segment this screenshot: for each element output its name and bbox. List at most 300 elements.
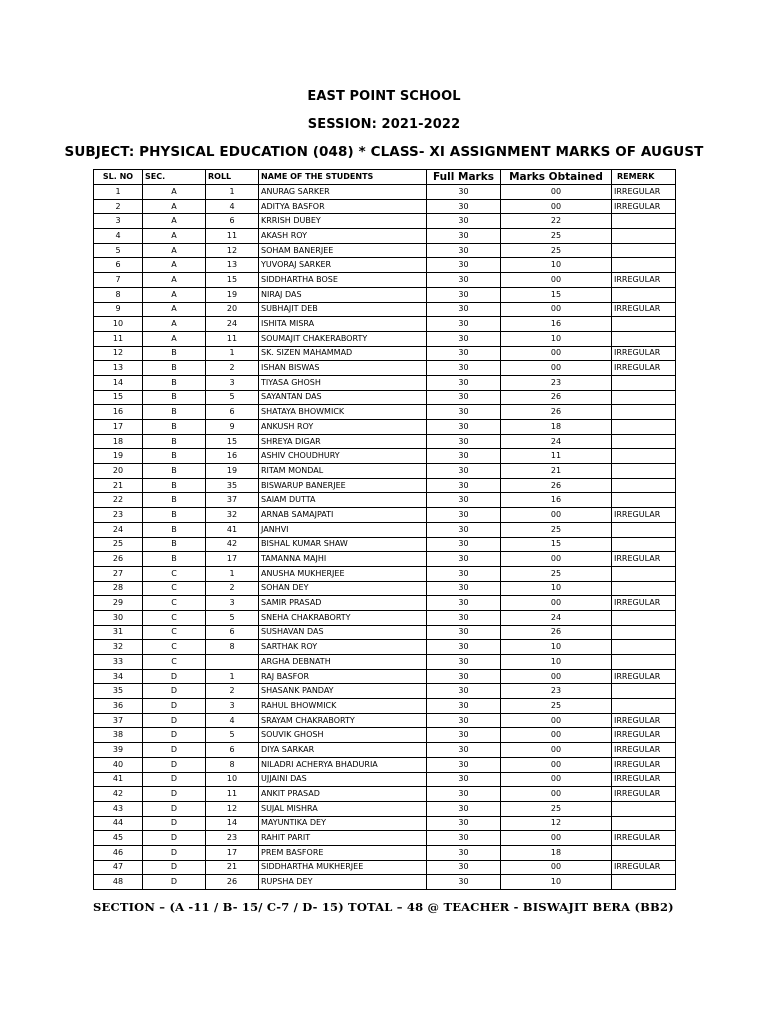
cell-student-name: ARNAB SAMAJPATI <box>259 508 427 523</box>
cell-remark: IRREGULAR <box>612 831 676 846</box>
cell-student-name: RITAM MONDAL <box>259 464 427 479</box>
cell-sl-no: 48 <box>94 875 143 890</box>
marks-table-body <box>94 185 676 890</box>
cell-section: B <box>143 390 206 405</box>
cell-remark: IRREGULAR <box>612 185 676 200</box>
cell-remark <box>612 331 676 346</box>
cell-student-name: SOUVIK GHOSH <box>259 728 427 743</box>
cell-roll: 20 <box>206 302 259 317</box>
cell-sl-no: 4 <box>94 229 143 244</box>
cell-student-name: SIDDHARTHA MUKHERJEE <box>259 860 427 875</box>
cell-roll: 24 <box>206 317 259 332</box>
cell-section: A <box>143 317 206 332</box>
cell-full-marks: 30 <box>427 743 501 758</box>
cell-marks-obtained: 00 <box>501 199 612 214</box>
cell-full-marks: 30 <box>427 669 501 684</box>
cell-roll: 26 <box>206 875 259 890</box>
cell-marks-obtained: 00 <box>501 302 612 317</box>
table-row <box>94 581 676 596</box>
cell-student-name: RAJ BASFOR <box>259 669 427 684</box>
cell-sl-no: 22 <box>94 493 143 508</box>
cell-marks-obtained: 25 <box>501 243 612 258</box>
cell-full-marks: 30 <box>427 420 501 435</box>
cell-marks-obtained: 00 <box>501 860 612 875</box>
cell-roll: 37 <box>206 493 259 508</box>
cell-full-marks: 30 <box>427 537 501 552</box>
table-row <box>94 508 676 523</box>
table-row <box>94 816 676 831</box>
cell-remark: IRREGULAR <box>612 728 676 743</box>
cell-roll: 16 <box>206 449 259 464</box>
cell-remark: IRREGULAR <box>612 273 676 288</box>
cell-marks-obtained: 16 <box>501 493 612 508</box>
cell-sl-no: 26 <box>94 552 143 567</box>
cell-remark <box>612 375 676 390</box>
cell-sl-no: 23 <box>94 508 143 523</box>
cell-student-name: BISWARUP BANERJEE <box>259 478 427 493</box>
cell-full-marks: 30 <box>427 199 501 214</box>
cell-marks-obtained: 11 <box>501 449 612 464</box>
cell-remark: IRREGULAR <box>612 772 676 787</box>
cell-full-marks: 30 <box>427 449 501 464</box>
cell-roll: 17 <box>206 552 259 567</box>
cell-remark <box>612 537 676 552</box>
cell-section: D <box>143 845 206 860</box>
cell-marks-obtained: 18 <box>501 420 612 435</box>
cell-student-name: UJJAINI DAS <box>259 772 427 787</box>
cell-roll: 32 <box>206 508 259 523</box>
cell-roll: 5 <box>206 728 259 743</box>
cell-remark <box>612 816 676 831</box>
cell-full-marks: 30 <box>427 478 501 493</box>
cell-student-name: KRRISH DUBEY <box>259 214 427 229</box>
table-row <box>94 743 676 758</box>
cell-roll: 2 <box>206 361 259 376</box>
cell-marks-obtained: 21 <box>501 464 612 479</box>
cell-section: B <box>143 420 206 435</box>
table-row <box>94 875 676 890</box>
cell-student-name: SHATAYA BHOWMICK <box>259 405 427 420</box>
cell-section: B <box>143 478 206 493</box>
table-row <box>94 640 676 655</box>
cell-full-marks: 30 <box>427 552 501 567</box>
cell-remark <box>612 875 676 890</box>
cell-remark <box>612 449 676 464</box>
cell-remark <box>612 581 676 596</box>
cell-marks-obtained: 00 <box>501 728 612 743</box>
cell-remark <box>612 287 676 302</box>
cell-roll: 5 <box>206 390 259 405</box>
cell-full-marks: 30 <box>427 493 501 508</box>
cell-remark: IRREGULAR <box>612 596 676 611</box>
cell-sl-no: 15 <box>94 390 143 405</box>
cell-full-marks: 30 <box>427 258 501 273</box>
cell-full-marks: 30 <box>427 831 501 846</box>
cell-sl-no: 18 <box>94 434 143 449</box>
table-row <box>94 728 676 743</box>
table-row <box>94 801 676 816</box>
cell-student-name: SRAYAM CHAKRABORTY <box>259 713 427 728</box>
cell-student-name: SOUMAJIT CHAKERABORTY <box>259 331 427 346</box>
cell-full-marks: 30 <box>427 787 501 802</box>
cell-marks-obtained: 00 <box>501 361 612 376</box>
table-row <box>94 566 676 581</box>
cell-section: A <box>143 243 206 258</box>
cell-student-name: MAYUNTIKA DEY <box>259 816 427 831</box>
cell-student-name: RAHIT PARIT <box>259 831 427 846</box>
cell-roll: 41 <box>206 522 259 537</box>
cell-sl-no: 28 <box>94 581 143 596</box>
cell-section: B <box>143 464 206 479</box>
cell-roll: 11 <box>206 229 259 244</box>
cell-roll: 17 <box>206 845 259 860</box>
cell-remark: IRREGULAR <box>612 860 676 875</box>
cell-sl-no: 42 <box>94 787 143 802</box>
cell-student-name: PREM BASFORE <box>259 845 427 860</box>
table-row <box>94 243 676 258</box>
table-row <box>94 522 676 537</box>
table-row <box>94 655 676 670</box>
cell-roll: 5 <box>206 610 259 625</box>
cell-section: A <box>143 258 206 273</box>
cell-remark: IRREGULAR <box>612 787 676 802</box>
cell-student-name: ANURAG SARKER <box>259 185 427 200</box>
cell-student-name: SK. SIZEN MAHAMMAD <box>259 346 427 361</box>
cell-sl-no: 30 <box>94 610 143 625</box>
cell-roll: 35 <box>206 478 259 493</box>
table-row <box>94 199 676 214</box>
cell-roll: 9 <box>206 420 259 435</box>
cell-marks-obtained: 26 <box>501 478 612 493</box>
cell-full-marks: 30 <box>427 581 501 596</box>
cell-roll: 1 <box>206 669 259 684</box>
cell-full-marks: 30 <box>427 464 501 479</box>
cell-remark <box>612 493 676 508</box>
cell-full-marks: 30 <box>427 508 501 523</box>
table-row <box>94 317 676 332</box>
cell-section: D <box>143 816 206 831</box>
cell-roll: 12 <box>206 801 259 816</box>
cell-sl-no: 43 <box>94 801 143 816</box>
cell-remark <box>612 420 676 435</box>
cell-marks-obtained: 26 <box>501 625 612 640</box>
cell-marks-obtained: 18 <box>501 845 612 860</box>
cell-sl-no: 29 <box>94 596 143 611</box>
cell-section: B <box>143 405 206 420</box>
table-row <box>94 420 676 435</box>
cell-student-name: ANKIT PRASAD <box>259 787 427 802</box>
cell-section: D <box>143 831 206 846</box>
subject-line: SUBJECT: PHYSICAL EDUCATION (048) * CLASS- XI ASSIGNMENT MARKS OF AUGUST <box>64 144 704 160</box>
cell-remark: IRREGULAR <box>612 713 676 728</box>
cell-full-marks: 30 <box>427 713 501 728</box>
cell-student-name: ASHIV CHOUDHURY <box>259 449 427 464</box>
cell-full-marks: 30 <box>427 610 501 625</box>
cell-full-marks: 30 <box>427 243 501 258</box>
cell-roll: 12 <box>206 243 259 258</box>
cell-remark <box>612 243 676 258</box>
cell-roll <box>206 655 259 670</box>
cell-marks-obtained: 25 <box>501 522 612 537</box>
cell-section: D <box>143 801 206 816</box>
cell-marks-obtained: 10 <box>501 640 612 655</box>
cell-section: A <box>143 331 206 346</box>
cell-full-marks: 30 <box>427 405 501 420</box>
cell-sl-no: 5 <box>94 243 143 258</box>
cell-marks-obtained: 00 <box>501 787 612 802</box>
cell-sl-no: 8 <box>94 287 143 302</box>
cell-section: D <box>143 875 206 890</box>
cell-sl-no: 7 <box>94 273 143 288</box>
cell-student-name: SAYANTAN DAS <box>259 390 427 405</box>
cell-full-marks: 30 <box>427 346 501 361</box>
cell-roll: 3 <box>206 699 259 714</box>
table-row <box>94 449 676 464</box>
cell-section: A <box>143 302 206 317</box>
cell-student-name: SUBHAJIT DEB <box>259 302 427 317</box>
cell-student-name: SOHAN DEY <box>259 581 427 596</box>
cell-marks-obtained: 25 <box>501 229 612 244</box>
cell-marks-obtained: 25 <box>501 566 612 581</box>
cell-section: A <box>143 214 206 229</box>
cell-roll: 15 <box>206 273 259 288</box>
cell-marks-obtained: 16 <box>501 317 612 332</box>
cell-sl-no: 46 <box>94 845 143 860</box>
table-row <box>94 405 676 420</box>
cell-full-marks: 30 <box>427 375 501 390</box>
cell-full-marks: 30 <box>427 214 501 229</box>
cell-section: A <box>143 287 206 302</box>
table-row <box>94 302 676 317</box>
cell-student-name: ADITYA BASFOR <box>259 199 427 214</box>
cell-section: D <box>143 743 206 758</box>
cell-roll: 11 <box>206 331 259 346</box>
cell-roll: 42 <box>206 537 259 552</box>
cell-full-marks: 30 <box>427 361 501 376</box>
table-row <box>94 229 676 244</box>
cell-marks-obtained: 10 <box>501 655 612 670</box>
table-row <box>94 185 676 200</box>
cell-student-name: DIYA SARKAR <box>259 743 427 758</box>
cell-section: C <box>143 625 206 640</box>
table-row <box>94 493 676 508</box>
cell-section: C <box>143 596 206 611</box>
cell-student-name: NIRAJ DAS <box>259 287 427 302</box>
cell-sl-no: 44 <box>94 816 143 831</box>
cell-student-name: SIDDHARTHA BOSE <box>259 273 427 288</box>
cell-remark <box>612 640 676 655</box>
cell-remark: IRREGULAR <box>612 199 676 214</box>
cell-sl-no: 37 <box>94 713 143 728</box>
cell-student-name: ANKUSH ROY <box>259 420 427 435</box>
cell-section: B <box>143 552 206 567</box>
cell-sl-no: 33 <box>94 655 143 670</box>
cell-student-name: AKASH ROY <box>259 229 427 244</box>
cell-remark: IRREGULAR <box>612 361 676 376</box>
cell-section: B <box>143 537 206 552</box>
cell-marks-obtained: 23 <box>501 684 612 699</box>
footer-summary: SECTION – (A -11 / B- 15/ C-7 / D- 15) TOTAL – 48 @ TEACHER - BISWAJIT BERA (BB2) <box>93 900 674 914</box>
cell-marks-obtained: 00 <box>501 831 612 846</box>
cell-marks-obtained: 00 <box>501 772 612 787</box>
cell-section: B <box>143 375 206 390</box>
cell-marks-obtained: 24 <box>501 610 612 625</box>
cell-roll: 1 <box>206 566 259 581</box>
cell-sl-no: 14 <box>94 375 143 390</box>
col-header-section: SEC. <box>143 170 206 185</box>
table-row <box>94 699 676 714</box>
cell-remark <box>612 478 676 493</box>
cell-roll: 6 <box>206 743 259 758</box>
cell-student-name: RAHUL BHOWMICK <box>259 699 427 714</box>
cell-sl-no: 34 <box>94 669 143 684</box>
cell-full-marks: 30 <box>427 229 501 244</box>
cell-section: D <box>143 787 206 802</box>
cell-full-marks: 30 <box>427 185 501 200</box>
table-row <box>94 346 676 361</box>
cell-remark <box>612 801 676 816</box>
cell-student-name: SAIAM DUTTA <box>259 493 427 508</box>
cell-section: A <box>143 185 206 200</box>
cell-sl-no: 1 <box>94 185 143 200</box>
cell-sl-no: 47 <box>94 860 143 875</box>
cell-remark <box>612 699 676 714</box>
cell-section: C <box>143 655 206 670</box>
cell-section: C <box>143 566 206 581</box>
cell-student-name: SOHAM BANERJEE <box>259 243 427 258</box>
cell-sl-no: 11 <box>94 331 143 346</box>
cell-section: C <box>143 581 206 596</box>
cell-sl-no: 17 <box>94 420 143 435</box>
cell-full-marks: 30 <box>427 757 501 772</box>
cell-section: B <box>143 508 206 523</box>
table-row <box>94 610 676 625</box>
cell-section: C <box>143 610 206 625</box>
cell-student-name: BISHAL KUMAR SHAW <box>259 537 427 552</box>
cell-remark <box>612 229 676 244</box>
cell-student-name: TAMANNA MAJHI <box>259 552 427 567</box>
cell-remark: IRREGULAR <box>612 669 676 684</box>
cell-sl-no: 32 <box>94 640 143 655</box>
cell-roll: 11 <box>206 787 259 802</box>
table-row <box>94 478 676 493</box>
cell-roll: 6 <box>206 214 259 229</box>
cell-student-name: SARTHAK ROY <box>259 640 427 655</box>
cell-marks-obtained: 00 <box>501 273 612 288</box>
cell-student-name: SUJAL MISHRA <box>259 801 427 816</box>
cell-marks-obtained: 10 <box>501 258 612 273</box>
cell-full-marks: 30 <box>427 860 501 875</box>
cell-section: B <box>143 522 206 537</box>
cell-section: B <box>143 434 206 449</box>
cell-roll: 3 <box>206 375 259 390</box>
cell-marks-obtained: 00 <box>501 757 612 772</box>
cell-section: D <box>143 713 206 728</box>
table-row <box>94 331 676 346</box>
cell-marks-obtained: 12 <box>501 816 612 831</box>
cell-section: B <box>143 346 206 361</box>
cell-student-name: SAMIR PRASAD <box>259 596 427 611</box>
cell-sl-no: 27 <box>94 566 143 581</box>
cell-full-marks: 30 <box>427 566 501 581</box>
cell-remark: IRREGULAR <box>612 743 676 758</box>
cell-sl-no: 3 <box>94 214 143 229</box>
cell-full-marks: 30 <box>427 302 501 317</box>
cell-marks-obtained: 00 <box>501 596 612 611</box>
cell-sl-no: 25 <box>94 537 143 552</box>
cell-full-marks: 30 <box>427 640 501 655</box>
cell-sl-no: 35 <box>94 684 143 699</box>
cell-full-marks: 30 <box>427 728 501 743</box>
cell-roll: 8 <box>206 757 259 772</box>
cell-student-name: SUSHAVAN DAS <box>259 625 427 640</box>
cell-full-marks: 30 <box>427 845 501 860</box>
table-header-row <box>94 170 676 185</box>
cell-section: D <box>143 772 206 787</box>
cell-full-marks: 30 <box>427 772 501 787</box>
session-title: SESSION: 2021-2022 <box>307 117 461 132</box>
col-header-marks-obtained: Marks Obtained <box>501 170 612 185</box>
cell-student-name: TIYASA GHOSH <box>259 375 427 390</box>
cell-student-name: ISHAN BISWAS <box>259 361 427 376</box>
cell-roll: 1 <box>206 346 259 361</box>
col-header-full-marks: Full Marks <box>427 170 501 185</box>
cell-sl-no: 12 <box>94 346 143 361</box>
cell-sl-no: 36 <box>94 699 143 714</box>
cell-student-name: RUPSHA DEY <box>259 875 427 890</box>
cell-section: D <box>143 699 206 714</box>
cell-remark <box>612 610 676 625</box>
cell-sl-no: 10 <box>94 317 143 332</box>
cell-sl-no: 20 <box>94 464 143 479</box>
cell-section: A <box>143 273 206 288</box>
cell-marks-obtained: 10 <box>501 581 612 596</box>
cell-section: D <box>143 860 206 875</box>
cell-marks-obtained: 00 <box>501 713 612 728</box>
cell-sl-no: 24 <box>94 522 143 537</box>
col-header-roll: ROLL <box>206 170 259 185</box>
cell-full-marks: 30 <box>427 816 501 831</box>
table-row <box>94 361 676 376</box>
cell-remark <box>612 566 676 581</box>
cell-roll: 4 <box>206 713 259 728</box>
cell-remark <box>612 845 676 860</box>
cell-section: D <box>143 669 206 684</box>
table-row <box>94 860 676 875</box>
col-header-sl-no: SL. NO <box>94 170 143 185</box>
cell-marks-obtained: 23 <box>501 375 612 390</box>
cell-full-marks: 30 <box>427 331 501 346</box>
cell-marks-obtained: 00 <box>501 669 612 684</box>
cell-section: A <box>143 229 206 244</box>
table-row <box>94 552 676 567</box>
cell-section: D <box>143 684 206 699</box>
cell-roll: 14 <box>206 816 259 831</box>
table-row <box>94 258 676 273</box>
cell-student-name: ISHITA MISRA <box>259 317 427 332</box>
cell-section: D <box>143 728 206 743</box>
school-name: EAST POINT SCHOOL <box>307 89 461 104</box>
cell-full-marks: 30 <box>427 625 501 640</box>
cell-sl-no: 31 <box>94 625 143 640</box>
cell-roll: 6 <box>206 625 259 640</box>
cell-remark <box>612 214 676 229</box>
cell-sl-no: 21 <box>94 478 143 493</box>
table-row <box>94 625 676 640</box>
table-row <box>94 287 676 302</box>
cell-student-name: SHASANK PANDAY <box>259 684 427 699</box>
cell-section: A <box>143 199 206 214</box>
